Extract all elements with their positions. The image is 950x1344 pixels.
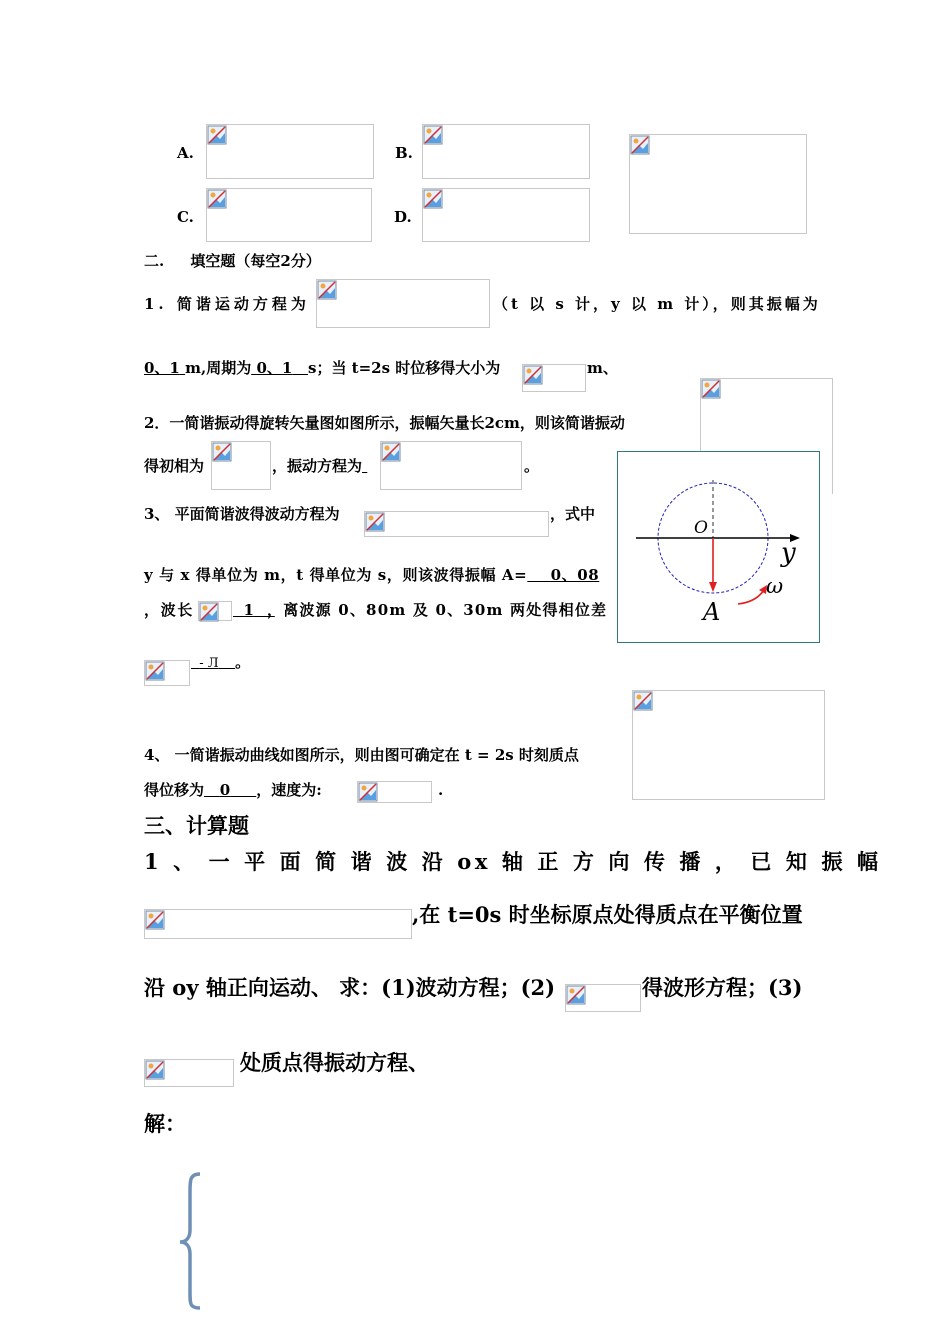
curly-brace-icon bbox=[176, 1170, 206, 1312]
q1-equation-image bbox=[316, 279, 490, 328]
axis-label: y bbox=[781, 538, 796, 568]
amplitude-vector-arrow-icon bbox=[709, 582, 717, 592]
q3-amplitude-answer: 0、08 bbox=[550, 566, 600, 584]
broken-image-icon bbox=[207, 189, 227, 209]
vector-label: A bbox=[703, 598, 721, 626]
rotation-arc bbox=[738, 590, 764, 604]
q2-line2-c: 。 bbox=[524, 457, 540, 475]
q2-line2-a: 得初相为 bbox=[144, 457, 205, 475]
s3-solution-label: 解： bbox=[144, 1111, 186, 1136]
q3-wavelength: 1 bbox=[243, 601, 254, 619]
option-b-label: B. bbox=[395, 144, 413, 162]
s3-amplitude-image bbox=[144, 909, 412, 939]
q4-line2: 得位移为 0 ，速度为: bbox=[144, 781, 322, 799]
rotating-vector-figure bbox=[617, 451, 820, 643]
broken-image-icon bbox=[630, 135, 650, 155]
q1-prefix: 1. 简谐运动方程为 bbox=[144, 295, 310, 313]
broken-image-icon bbox=[199, 602, 219, 622]
q3-line3-b: ，离波源 0、80m 及 0、30m 两处得相位差 bbox=[267, 601, 608, 619]
q4-line1: 4、 一简谐振动曲线如图所示，则由图可确定在 t = 2s 时刻质点 bbox=[144, 746, 579, 764]
s3-q1-line1: 1 、 一 平 面 简 谐 波 沿 ox 轴 正 方 向 传 播 ， 已 知 振 幅 bbox=[144, 849, 882, 874]
broken-image-icon bbox=[701, 379, 721, 399]
option-c-label: C. bbox=[177, 208, 194, 226]
broken-image-icon bbox=[145, 1060, 165, 1080]
s3-q1-line4: 处质点得振动方程、 bbox=[240, 1050, 429, 1075]
broken-image-icon bbox=[145, 910, 165, 930]
q3-line1-b: ，式中 bbox=[550, 505, 596, 523]
s3-q1-line3-b: 得波形方程；(3) bbox=[642, 975, 803, 1000]
question-figure-image bbox=[629, 134, 807, 234]
broken-image-icon bbox=[207, 125, 227, 145]
s3-q1-line2: ,在 t=0s 时坐标原点处得质点在平衡位置 bbox=[412, 902, 803, 927]
q3-line1-a: 3、 平面简谐波得波动方程为 bbox=[144, 505, 340, 523]
broken-image-icon bbox=[358, 782, 378, 802]
q2-line2-b: ，振动方程为 bbox=[272, 457, 363, 475]
q3-lambda-image bbox=[198, 601, 232, 621]
vibration-curve-image bbox=[632, 690, 825, 800]
q3-phase-image bbox=[144, 660, 190, 686]
option-d-label: D. bbox=[394, 208, 412, 226]
s3-time-image bbox=[565, 984, 641, 1012]
q1-answer-image bbox=[522, 364, 586, 392]
section-2-heading: 二. 填空题（每空2分） bbox=[144, 252, 321, 270]
section-3-heading: 三、计算题 bbox=[144, 813, 249, 838]
option-a-label: A. bbox=[177, 144, 194, 162]
q1-line2-c: m、 bbox=[587, 359, 618, 377]
q1-suffix: （t 以 s 计，y 以 m 计），则其振幅为 bbox=[493, 295, 821, 313]
broken-image-icon bbox=[523, 365, 543, 385]
broken-image-icon bbox=[423, 125, 443, 145]
q1-line2 bbox=[144, 358, 500, 378]
q4-line2-c: . bbox=[438, 781, 444, 799]
q2-line1: 2．一简谐振动得旋转矢量图如图所示，振幅矢量长2cm，则该简谐振动 bbox=[144, 414, 625, 432]
broken-image-icon bbox=[381, 442, 401, 462]
broken-image-icon bbox=[145, 661, 165, 681]
q1-period-answer: 0、1 bbox=[256, 359, 293, 377]
broken-image-icon bbox=[317, 280, 337, 300]
broken-image-icon bbox=[633, 691, 653, 711]
q1-amplitude-answer: 0、1 bbox=[144, 359, 180, 377]
option-b-image bbox=[422, 124, 590, 179]
broken-image-icon bbox=[423, 189, 443, 209]
broken-image-icon bbox=[212, 442, 232, 462]
q1-line2-a: m,周期为 bbox=[185, 359, 252, 377]
q3-phase-answer: - Л 。 bbox=[199, 653, 251, 671]
q2-equation-image bbox=[380, 441, 522, 490]
q2-initial-phase-image bbox=[211, 441, 271, 490]
option-a-image bbox=[206, 124, 374, 179]
option-d-image bbox=[422, 188, 590, 242]
q4-displacement-answer: 0 bbox=[219, 781, 231, 799]
broken-image-icon bbox=[365, 512, 385, 532]
s3-position-image bbox=[144, 1059, 234, 1087]
broken-image-icon bbox=[566, 985, 586, 1005]
q4-velocity-image bbox=[357, 781, 432, 803]
s3-q1-line3-a: 沿 oy 轴正向运动、 求：(1)波动方程；(2) bbox=[144, 975, 556, 1000]
option-c-image bbox=[206, 188, 372, 242]
origin-label: O bbox=[694, 518, 708, 538]
omega-label: ω bbox=[766, 574, 784, 598]
q3-line3-a: ，波长 bbox=[144, 601, 194, 619]
q3-line2: y 与 x 得单位为 m，t 得单位为 s，则该波得振幅 A= 0、08 bbox=[144, 566, 600, 584]
q1-line2-b: s；当 t=2s 时位移得大小为 bbox=[308, 359, 501, 377]
q3-wave-equation-image bbox=[364, 511, 549, 537]
